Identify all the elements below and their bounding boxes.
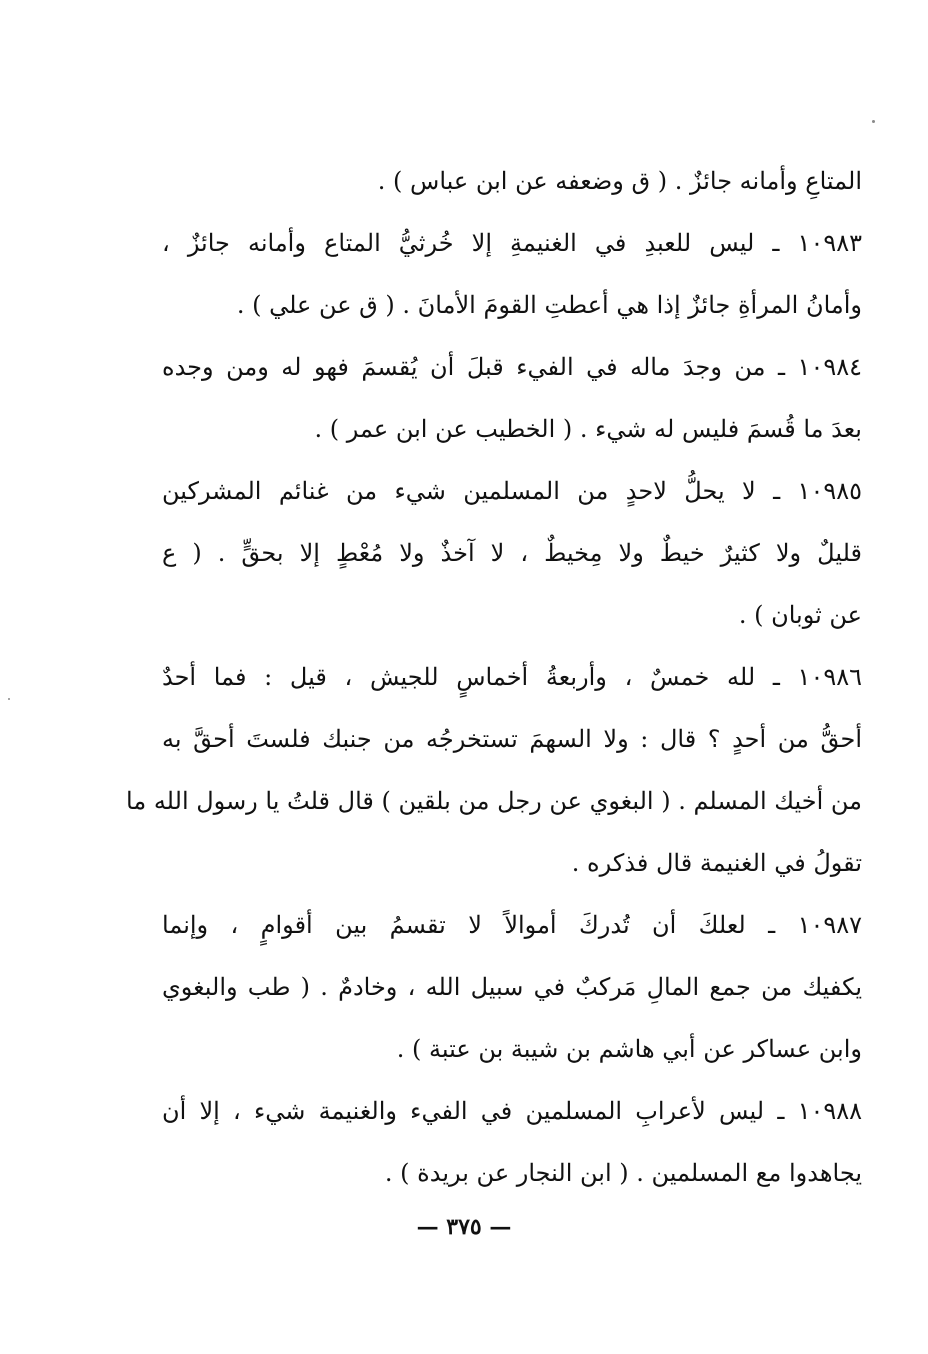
hadith-10988-line: ١٠٩٨٨ ـ ليس لأعرابِ المسلمين في الفيء والغنيمة شيء ، إلا أن bbox=[162, 1097, 863, 1125]
hadith-10983-line: ١٠٩٨٣ ـ ليس للعبدِ في الغنيمةِ إلا خُرثيُّ المتاع وأمانه جائزٌ ، bbox=[162, 229, 862, 257]
text-line: قليلٌ ولا كثيرٌ خيطٌ ولا مِخيطٌ ، لا آخذٌ ولا مُعْطٍ إلا بحقٍّ . ( ع bbox=[162, 539, 862, 567]
hadith-10987-line: ١٠٩٨٧ ـ لعلكَ أن تُدركَ أموالاً لا تقسمُ بين أقوامٍ ، وإنما bbox=[162, 911, 863, 939]
hadith-10986-line: ١٠٩٨٦ ـ لله خمسٌ ، وأربعةُ أخماسٍ للجيش ، قيل : فما أحدٌ bbox=[162, 663, 862, 691]
text-line: يكفيك من جمع المالِ مَركبٌ في سبيل الله ، وخادمٌ . ( طب والبغوي bbox=[162, 973, 863, 1001]
text-line: أحقُّ من أحدٍ ؟ قال : ولا السهمَ تستخرجُه من جنبك فلستَ أحقَّ به bbox=[162, 725, 862, 753]
hadith-10984-line: ١٠٩٨٤ ـ من وجدَ ماله في الفيء قبلَ أن يُقسمَ فهو له ومن وجده bbox=[162, 353, 862, 381]
text-line: المتاعِ وأمانه جائزٌ . ( ق وضعفه عن ابن عباس ) . bbox=[377, 167, 862, 195]
hadith-10985-line: ١٠٩٨٥ ـ لا يحلُّ لاحدٍ من المسلمين شيء من غنائم المشركين bbox=[162, 477, 862, 505]
body-text bbox=[126, 150, 863, 1204]
page-number: — ٣٧٥ — bbox=[416, 1214, 512, 1240]
margin-speck bbox=[872, 120, 875, 123]
margin-speck bbox=[8, 698, 10, 700]
text-line: من أخيك المسلم . ( البغوي عن رجل من بلقين ) قال قلتُ يا رسول الله ما bbox=[126, 787, 862, 815]
text-line: عن ثوبان ) . bbox=[738, 601, 862, 629]
text-line: وابن عساكر عن أبي هاشم بن شيبة بن عتبة ) . bbox=[396, 1035, 862, 1063]
text-line: وأمانُ المرأةِ جائزٌ إذا هي أعطتِ القومَ الأمانَ . ( ق عن علي ) . bbox=[236, 291, 862, 319]
text-line: تقولُ في الغنيمة قال فذكره . bbox=[571, 849, 862, 877]
text-line: بعدَ ما قُسمَ فليس له شيء . ( الخطيب عن ابن عمر ) . bbox=[314, 415, 862, 443]
text-line: يجاهدوا مع المسلمين . ( ابن النجار عن بريدة ) . bbox=[384, 1159, 862, 1187]
